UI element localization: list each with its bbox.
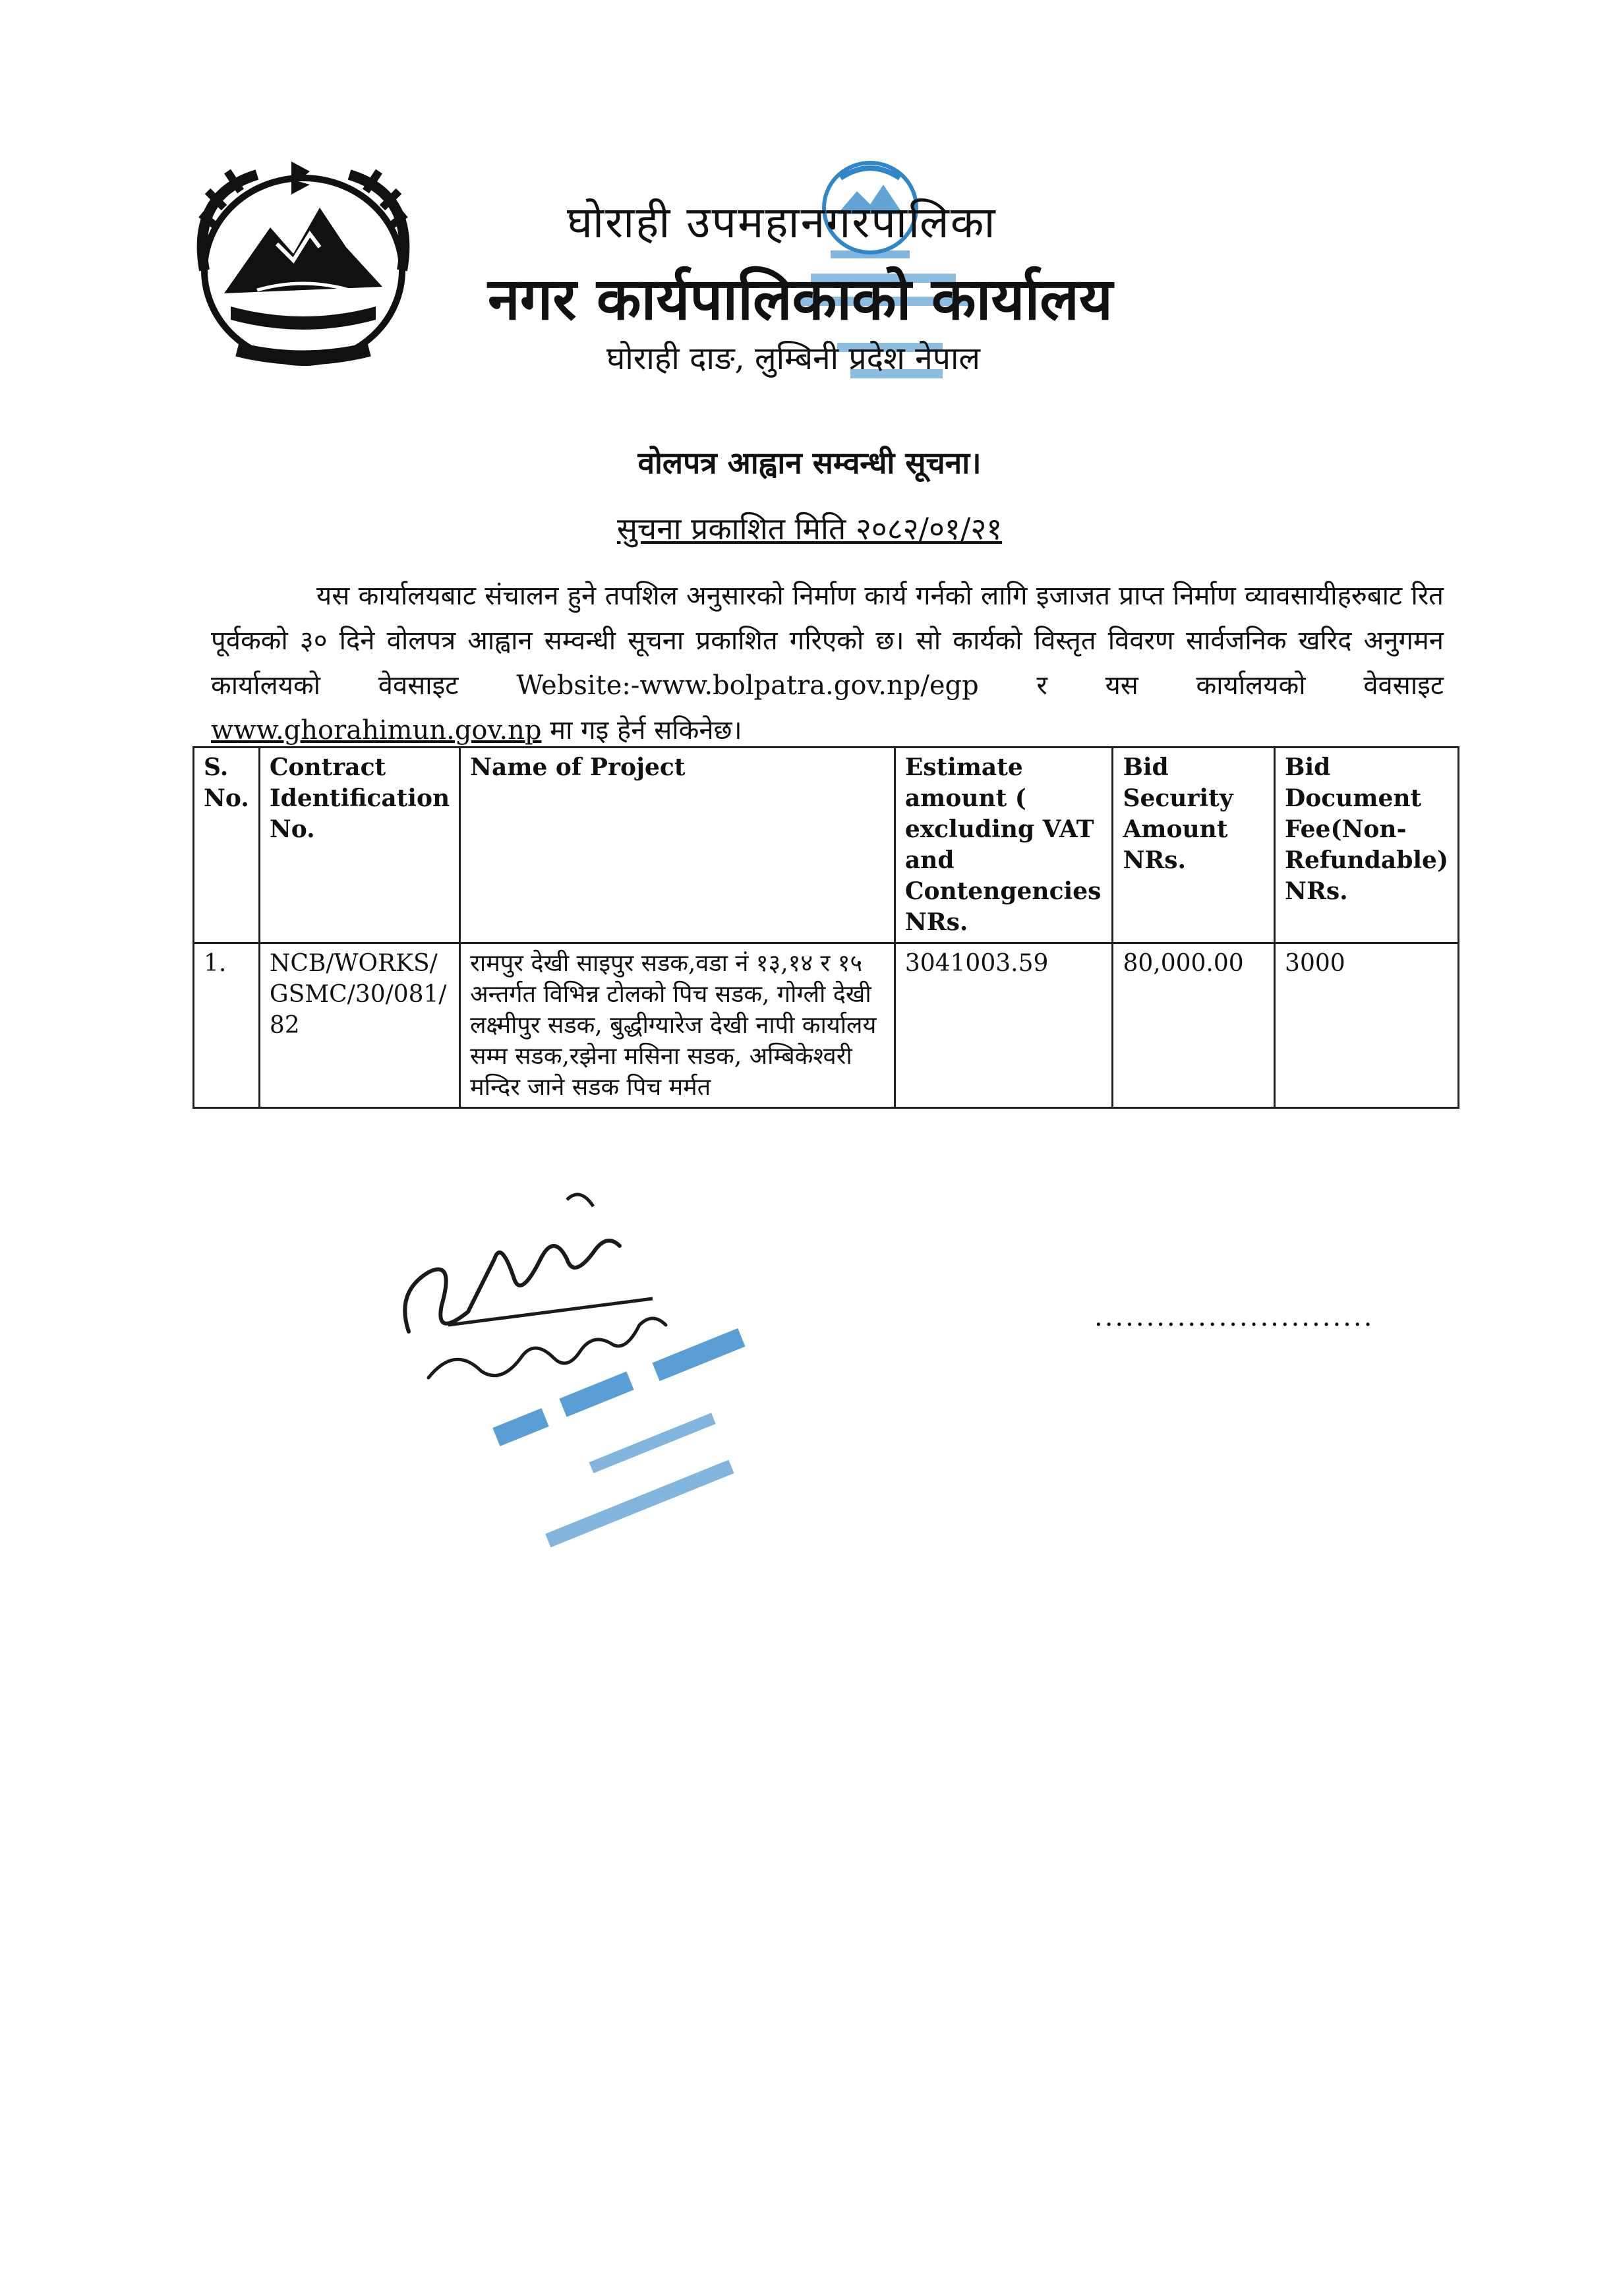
- cell-estimate: 3041003.59: [895, 943, 1113, 1108]
- header-sn: S. No.: [194, 748, 260, 943]
- office-name: नगर कार्यपालिकाको कार्यालय: [488, 264, 1113, 333]
- nepal-emblem-icon: [178, 155, 428, 372]
- header-contract-id: Contract Identification No.: [259, 748, 459, 943]
- notice-body: [211, 574, 1444, 753]
- header-project: Name of Project: [460, 748, 895, 943]
- notice-body-closing: मा गइ हेर्न सकिनेछ।: [550, 715, 742, 746]
- cell-project: रामपुर देखी साइपुर सडक,वडा नं १३,१४ र १५ अन्तर्गत विभिन्न टोलको पिच सडक, गोग्ली देखी लक्ष्मीपुर सडक, बुद्धीग्यारेज देखी नापी कार्यालय सम्म सडक,रझेना मसिना सडक, अम्बिकेश्वरी मन्दिर जाने सडक पिच मर्मत: [460, 943, 895, 1108]
- signer-stamp-icon: [455, 1312, 771, 1589]
- municipality-website-link[interactable]: www.ghorahimun.gov.np: [211, 715, 542, 746]
- cell-bid-security: 80,000.00: [1113, 943, 1275, 1108]
- header-doc-fee: Bid Document Fee(Non-Refundable) NRs.: [1275, 748, 1459, 943]
- notice-title: वोलपत्र आह्वान सम्वन्धी सूचना।: [637, 445, 982, 481]
- header-bid-security: Bid Security Amount NRs.: [1113, 748, 1275, 943]
- office-address: घोराही दाङ, लुम्बिनी प्रदेश नेपाल: [606, 340, 980, 377]
- bid-table: [192, 746, 1459, 1109]
- cell-contract-id: NCB/WORKS/GSMC/30/081/82: [259, 943, 459, 1108]
- cell-sn: 1.: [194, 943, 260, 1108]
- municipality-name: घोराही उपमहानगरपालिका: [567, 197, 997, 248]
- published-date: सुचना प्रकाशित मिति २०८२/०१/२१: [616, 511, 1003, 546]
- table-row: [194, 943, 1459, 1108]
- table-header-row: [194, 748, 1459, 943]
- cell-doc-fee: 3000: [1275, 943, 1459, 1108]
- notice-body-text: यस कार्यालयबाट संचालन हुने तपशिल अनुसारको निर्माण कार्य गर्नको लागि इजाजत प्राप्त निर्माण व्यावसायीहरुबाट रित पूर्वकको ३० दिने वोलपत्र आह्वान सम्वन्धी सूचना प्रकाशित गरिएको छ। सो कार्यको विस्तृत विवरण सार्वजनिक खरिद अनुगमन कार्यालयको वेवसाइट Website:-www.bolpatra.gov.np/egp र यस कार्यालयको वेवसाइट: [211, 581, 1444, 701]
- signature-line: ...........................: [1094, 1302, 1374, 1332]
- header-estimate: Estimate amount ( excluding VAT and Contengencies NRs.: [895, 748, 1113, 943]
